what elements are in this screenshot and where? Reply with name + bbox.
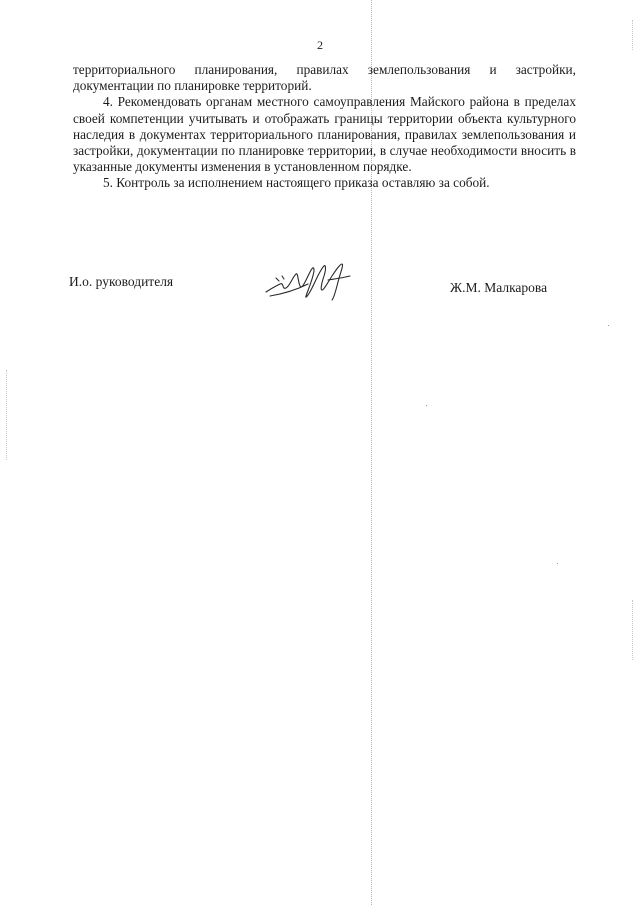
signatory-role: И.о. руководителя (69, 274, 174, 289)
paragraph-5: 5. Контроль за исполнением настоящего приказа оставляю за собой. (103, 175, 490, 191)
scan-speck (608, 325, 609, 326)
page-number: 2 (317, 38, 323, 52)
paragraph-4: 4. Рекомендовать органам местного самоуправления Майского района в пределах своей компетенции учитывать и отображать границы территории объекта культурного наследия в документах территориального планирования, правилах землепользования и застройки, документации по планировке территории, в случае необходимости вносить в указанные документы изменения в установленном порядке. (73, 94, 576, 175)
scan-edge-mark-right-lower (632, 600, 633, 660)
scan-speck (557, 563, 558, 564)
scan-edge-mark-left (6, 370, 7, 460)
handwritten-signature (262, 260, 354, 302)
signatory-name: Ж.М. Малкарова (450, 280, 548, 295)
scan-speck (426, 405, 427, 406)
paragraph-continued: территориального планирования, правилах землепользования и застройки, документации по планировке территорий. (73, 62, 576, 94)
document-body (73, 62, 576, 192)
